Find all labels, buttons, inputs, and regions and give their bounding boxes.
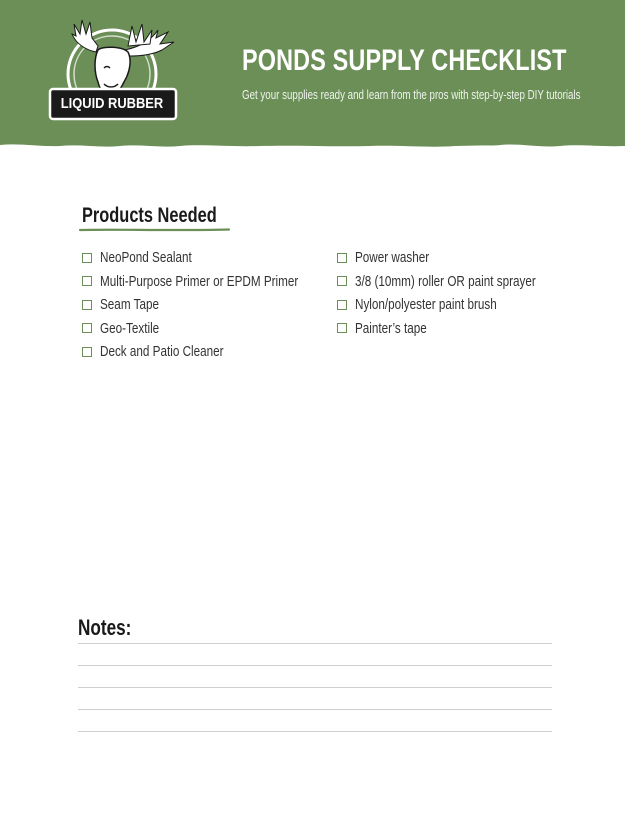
item-label: Painter’s tape <box>355 319 427 337</box>
section-underline <box>79 227 231 233</box>
page-title: PONDS SUPPLY CHECKLIST <box>242 44 567 77</box>
checkbox-icon[interactable] <box>337 276 347 286</box>
checklist-item[interactable] <box>82 340 354 364</box>
page-header <box>0 0 625 150</box>
checklist-item[interactable] <box>82 270 354 294</box>
item-label: NeoPond Sealant <box>100 249 192 267</box>
note-line[interactable] <box>78 709 552 710</box>
checklist-item[interactable] <box>82 246 354 270</box>
checkbox-icon[interactable] <box>82 276 92 286</box>
checkbox-icon[interactable] <box>337 300 347 310</box>
products-list-left <box>82 246 354 364</box>
note-line[interactable] <box>78 687 552 688</box>
note-line[interactable] <box>78 665 552 666</box>
checkbox-icon[interactable] <box>82 323 92 333</box>
products-list-right <box>337 246 587 340</box>
checkbox-icon[interactable] <box>82 253 92 263</box>
checklist-item[interactable] <box>337 317 587 341</box>
products-section-title: Products Needed <box>82 204 217 227</box>
checklist-item[interactable] <box>337 293 587 317</box>
checkbox-icon[interactable] <box>337 253 347 263</box>
brand-name: LIQUID RUBBER <box>60 94 164 112</box>
note-line[interactable] <box>78 731 552 732</box>
checkbox-icon[interactable] <box>82 347 92 357</box>
page-subtitle: Get your supplies ready and learn from the pros with step-by-step DIY tutorials <box>242 88 581 102</box>
checklist-item[interactable] <box>337 246 587 270</box>
checklist-item[interactable] <box>337 270 587 294</box>
checkbox-icon[interactable] <box>82 300 92 310</box>
item-label: Seam Tape <box>100 296 159 314</box>
item-label: Deck and Patio Cleaner <box>100 343 224 361</box>
checkbox-icon[interactable] <box>337 323 347 333</box>
checklist-item[interactable] <box>82 293 354 317</box>
note-line[interactable] <box>78 643 552 644</box>
item-label: Multi-Purpose Primer or EPDM Primer <box>100 272 299 290</box>
item-label: Power washer <box>355 249 430 267</box>
notes-title: Notes: <box>78 615 132 640</box>
item-label: 3/8 (10mm) roller OR paint sprayer <box>355 272 536 290</box>
item-label: Geo-Textile <box>100 319 160 337</box>
item-label: Nylon/polyester paint brush <box>355 296 497 314</box>
checklist-item[interactable] <box>82 317 354 341</box>
